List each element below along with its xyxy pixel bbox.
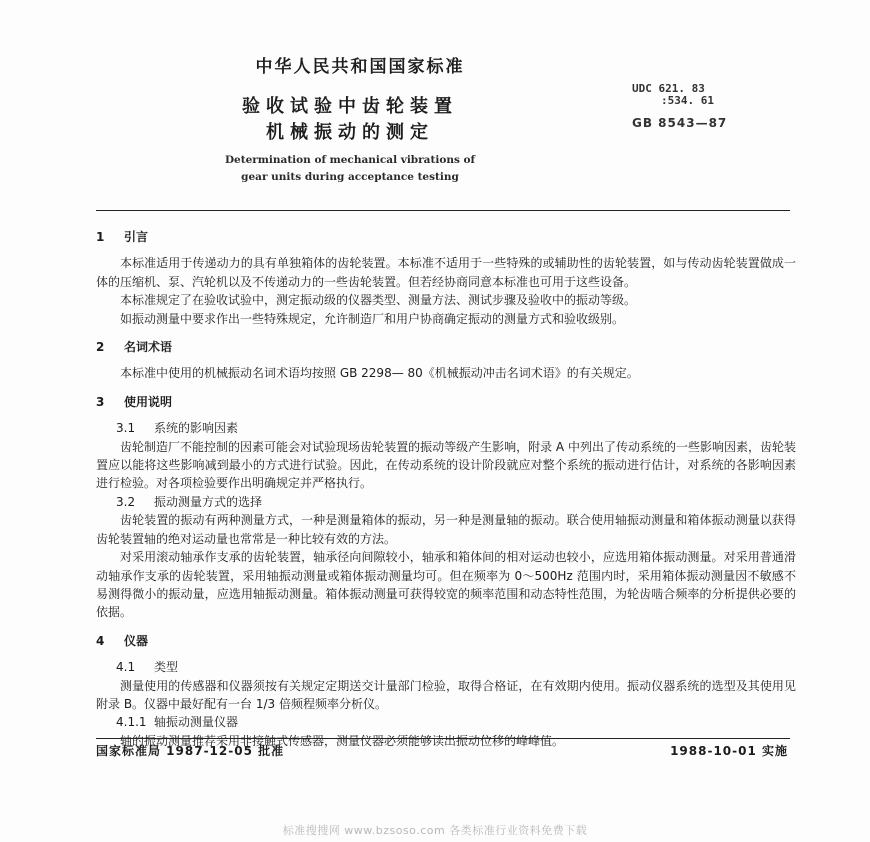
section-title: 使用说明 (124, 394, 173, 409)
section-1-heading (96, 228, 796, 246)
subsection-title: 系统的影响因素 (154, 421, 239, 436)
paragraph: 齿轮制造厂不能控制的因素可能会对试验现场齿轮装置的振动等级产生影响，附录 A 中列出了传动系统的一些影响因素，齿轮装置应以能将这些影响减到最小的方式进行试验。因此，在传动系统的设计阶段就应对整个系统的振动进行估计，对系统的各影响因素进行检验。对各项检验要作出明确规定并严格执行。 (96, 439, 796, 491)
footer-rule (96, 738, 790, 739)
section-number: 1 (96, 230, 105, 244)
title-en-line-1: Determination of mechanical vibrations of (224, 154, 476, 166)
document-title-en (0, 152, 700, 186)
implementation-date: 1988-10-01 实施 (670, 744, 788, 758)
site-watermark: 标准搜搜网 www.bzsoso.com 各类标准行业资料免费下载 (282, 824, 588, 837)
udc-line-1: UDC 621. 83 (632, 82, 705, 95)
subsection-3-2-heading (96, 493, 796, 511)
paragraph: 本标准适用于传递动力的具有单独箱体的齿轮装置。本标准不适用于一些特殊的或辅助性的齿轮装置，如与传动齿轮装置做成一体的压缩机、泵、汽轮机以及不传递动力的一些齿轮装置。但若经协商同意本标准也可用于这些设备。 (96, 256, 796, 289)
subsection-number: 3.1 (116, 421, 136, 436)
section-2-heading (96, 338, 796, 356)
subsection-title: 类型 (154, 660, 179, 675)
paragraph: 本标准规定了在验收试验中，测定振动级的仪器类型、测量方法、测试步骤及验收中的振动等级。 (120, 293, 637, 308)
section-title: 仪器 (124, 633, 149, 648)
udc-line-2: :534. 61 (661, 94, 714, 107)
paragraph: 齿轮装置的振动有两种测量方式，一种是测量箱体的振动，另一种是测量轴的振动。联合使用轴振动测量和箱体振动测量以获得齿轮装置轴的绝对运动量也常常是一种比较有效的方法。 (96, 513, 796, 546)
gb-number: GB 8543—87 (632, 116, 728, 130)
title-zh-line-1: 验收试验中齿轮装置 (242, 96, 458, 117)
paragraph: 轴的振动测量推荐采用非接触式传感器，测量仪器必须能够读出振动位移的峰峰值。 (120, 733, 565, 748)
title-en-line-2: gear units during acceptance testing (241, 171, 459, 183)
subsection-4-1-heading (96, 658, 796, 676)
subsection-title: 轴振动测量仪器 (154, 715, 239, 730)
section-title: 名词术语 (124, 340, 173, 355)
section-title: 引言 (124, 230, 149, 244)
subsection-number: 3.2 (116, 494, 136, 509)
paragraph: 对采用滚动轴承作支承的齿轮装置，轴承径向间隙较小，轴承和箱体间的相对运动也较小，应选用箱体振动测量。对采用普通滑动轴承作支承的齿轮装置，采用轴振动测量或箱体振动测量均可。但在频率为 0～500Hz 范围内时，采用箱体振动测量因不敏感不易测得微小的振动量，应选用轴振动测量。箱体振动测量可获得较宽的频率范围和动态特性范围，为轮齿啮合频率的分析提供必要的依据。 (96, 550, 796, 620)
paragraph: 如振动测量中要求作出一些特殊规定，允许制造厂和用户协商确定振动的测量方式和验收级别。 (120, 311, 625, 326)
title-zh-line-2: 机械振动的测定 (266, 122, 434, 143)
approval-info: 国家标准局 1987-12-05 批准 (96, 744, 285, 758)
national-standard-heading: 中华人民共和国国家标准 (255, 57, 465, 77)
subsection-number: 4.1 (116, 660, 136, 675)
section-number: 3 (96, 394, 105, 409)
section-number: 2 (96, 340, 105, 355)
subsection-4-1-1-heading (96, 713, 796, 731)
section-number: 4 (96, 633, 105, 648)
header-rule (96, 210, 790, 211)
paragraph: 测量使用的传感器和仪器须按有关规定定期送交计量部门检验，取得合格证，在有效期内使用。振动仪器系统的选型及其使用见附录 B。仪器中最好配有一台 1/3 倍频程频率分析仪。 (96, 678, 796, 711)
section-3-heading (96, 393, 796, 411)
subsection-3-1-heading (96, 419, 796, 437)
document-body (96, 224, 796, 750)
document-title-zh (0, 94, 700, 146)
section-4-heading (96, 632, 796, 650)
subsection-number: 4.1.1 (116, 715, 147, 730)
subsection-title: 振动测量方式的选择 (154, 494, 263, 509)
paragraph: 本标准中使用的机械振动名词术语均按照 GB 2298— 80《机械振动冲击名词术语》的有关规定。 (120, 366, 639, 381)
